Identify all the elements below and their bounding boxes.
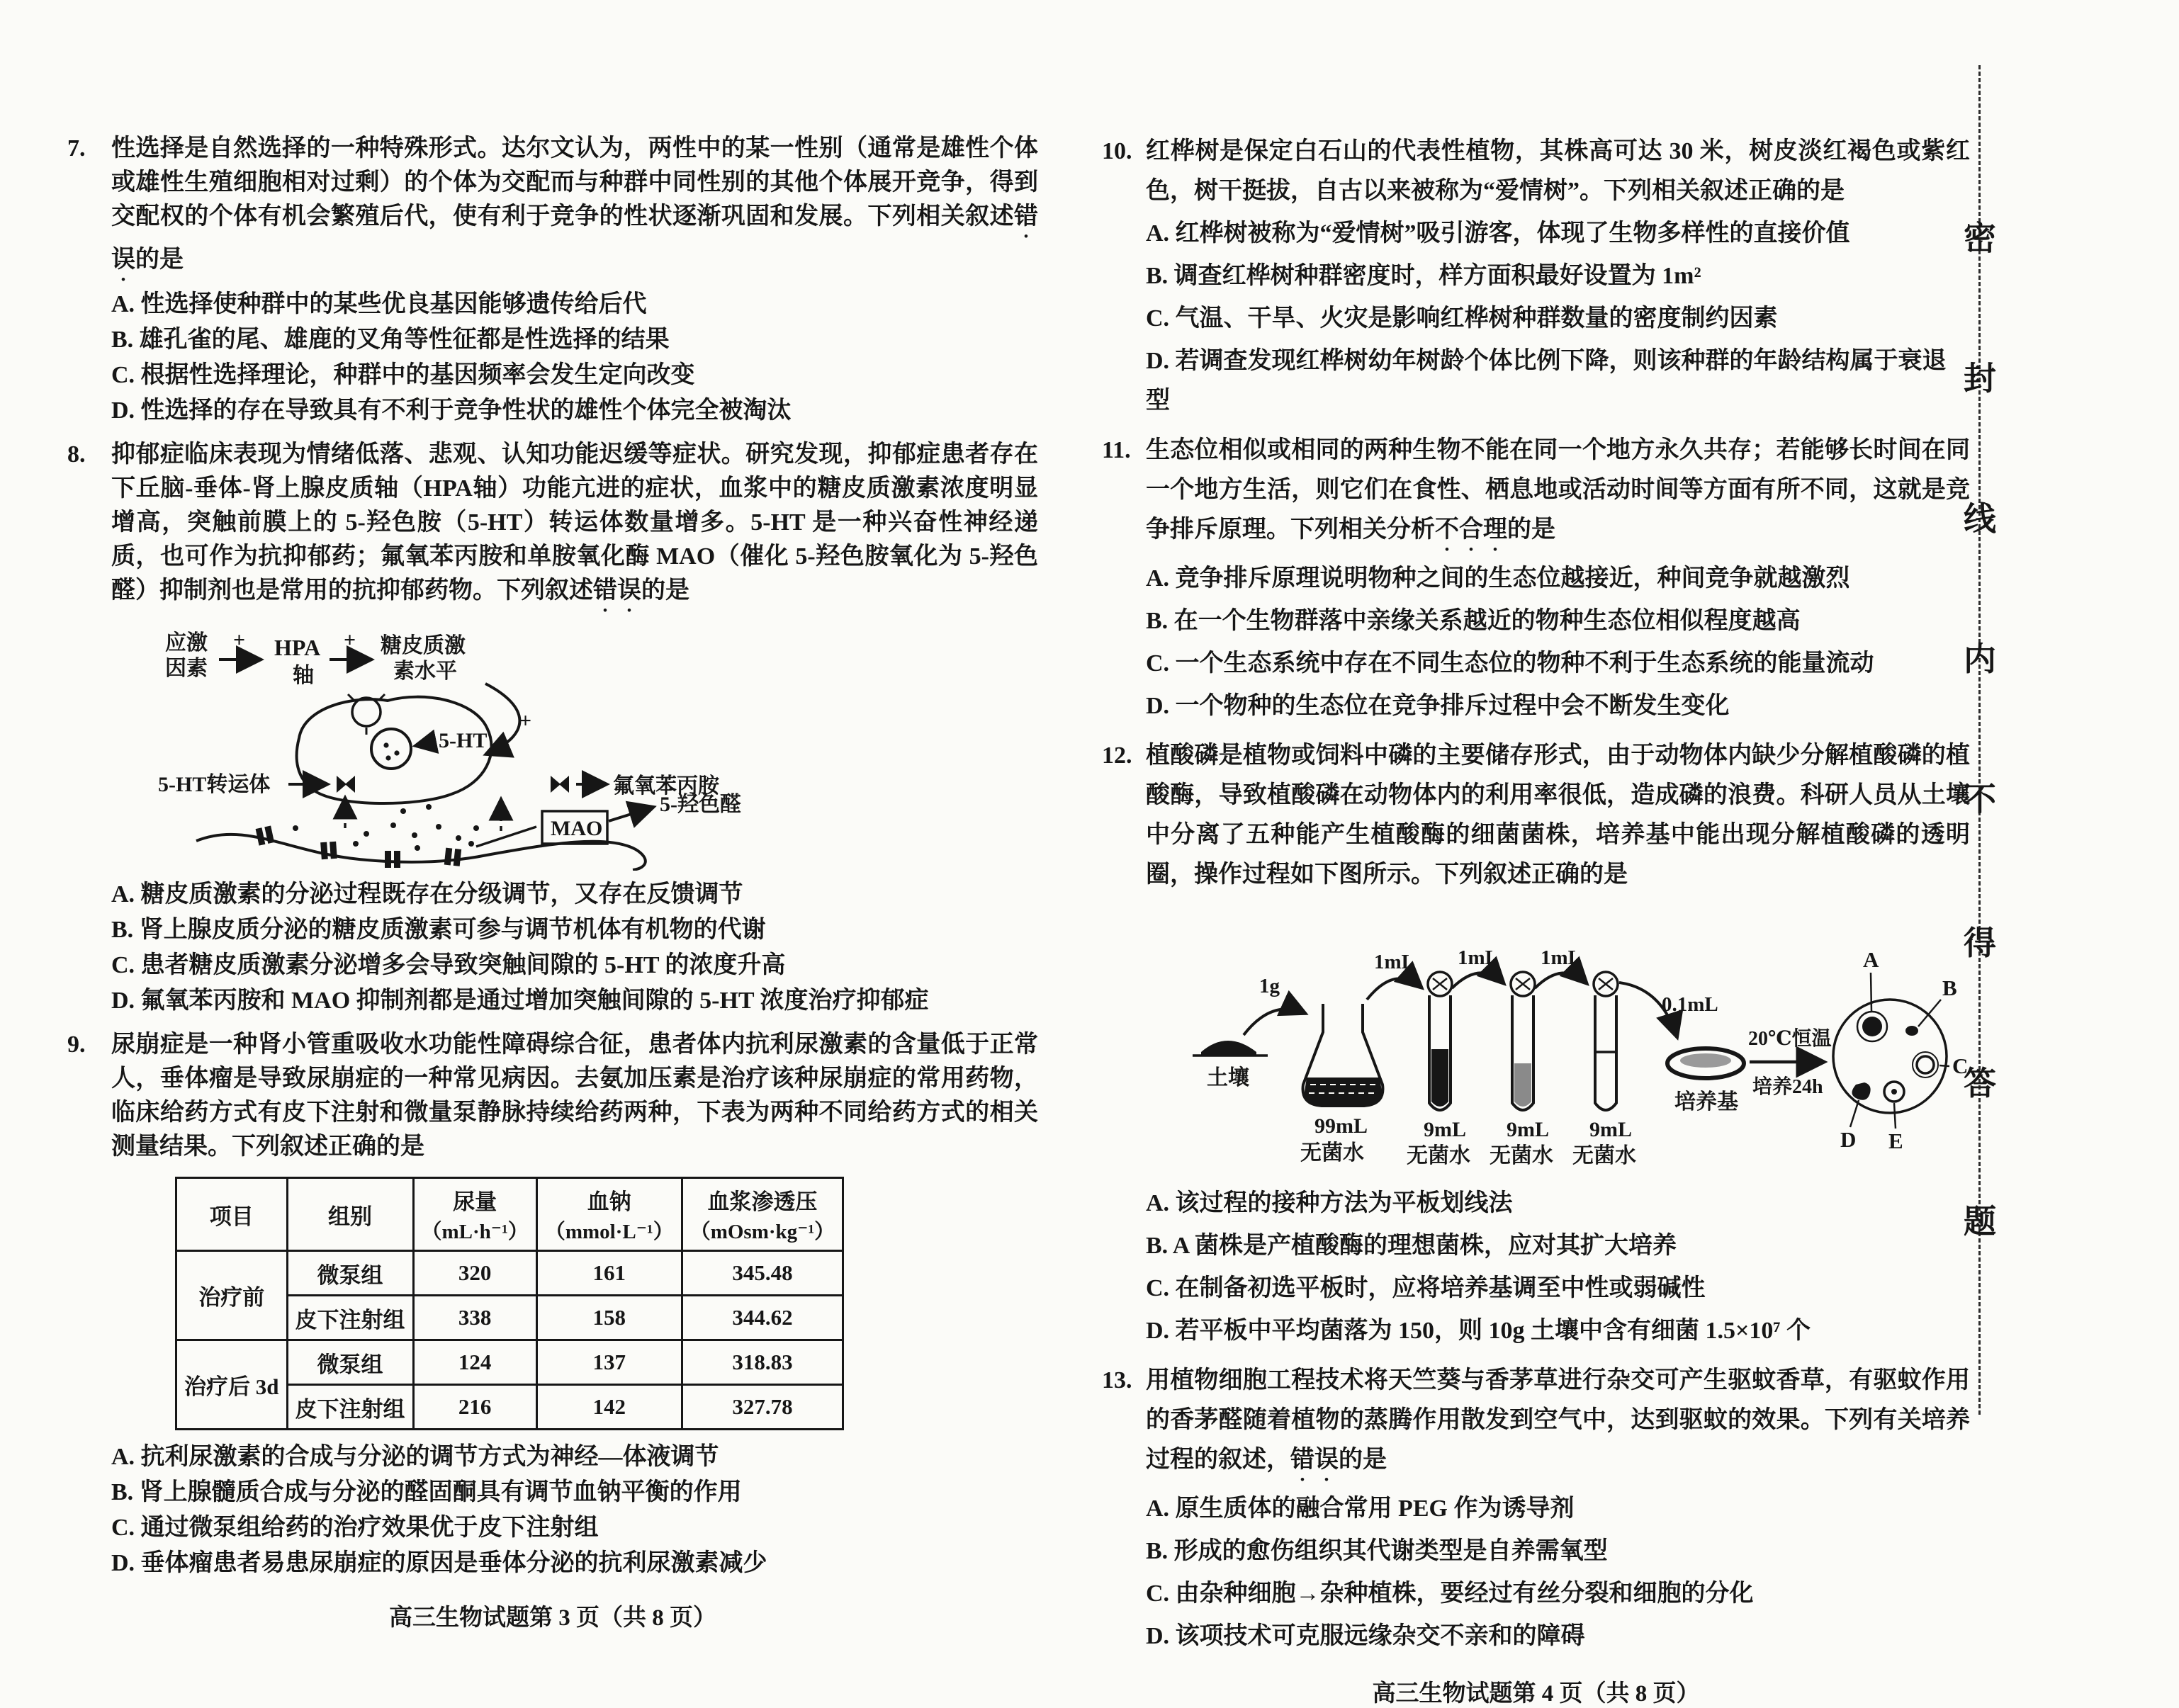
question-8-option-b: B. 肾上腺皮质分泌的糖皮质激素可参与调节机体有机物的代谢 [111,917,766,943]
label-glucocorticoid: 糖皮质激 [381,634,466,657]
cleft-dots [364,804,479,841]
question-11 [1102,431,1970,726]
question-13-option-c: C. 由杂种细胞→杂种植株，要经过有丝分裂和细胞的分化 [1146,1580,1754,1607]
question-9-option-c: C. 通过微泵组给药的治疗效果优于皮下注射组 [111,1515,599,1541]
question-10-option-d: D. 若调查发现红桦树幼年树龄个体比例下降，则该种群的年龄结构属于衰退型 [1146,348,1947,414]
question-11-option-c: C. 一个生态系统中存在不同生态位的物种不利于生态系统的能量流动 [1146,650,1874,677]
table-row [176,1340,843,1385]
label-soil: 土壤 [1207,1066,1249,1090]
label-sterile-water: 无菌水 [1490,1144,1553,1167]
stem-emphasis: 错误 [1290,1447,1339,1473]
label-5ht: 5-HT [439,729,488,752]
label-stress-factor: 应激 [165,631,208,655]
label-1ml: 1mL [1374,951,1415,973]
page-footer-right: 高三生物试题第 4 页（共 8 页） [1372,1681,1700,1707]
label-9ml: 9mL [1424,1118,1466,1141]
question-9-option-d: D. 垂体瘤患者易患尿崩症的原因是垂体分泌的抗利尿激素减少 [111,1550,767,1576]
colony-plate-icon [1833,947,1968,1153]
question-12-stem [1146,736,1970,895]
label-medium: 培养基 [1674,1090,1738,1114]
dilution-plating-diagram [1188,899,1968,1177]
test-tube-icon [1407,972,1470,1167]
question-11-option-b: B. 在一个生物群落中亲缘关系越近的物种生态位相似程度越高 [1146,608,1801,634]
label-plus: + [519,709,532,733]
vesicle-5ht [371,729,487,769]
stem-text: 的是 [135,247,184,273]
question-8-stem [111,438,1038,617]
page-footer-left: 高三生物试题第 3 页（共 8 页） [389,1605,716,1631]
stem-text: 生态位相似或相同的两种生物不能在同一个地方永久共存；若能够长时间在同一个地方生活，则它们在食性、栖息地或活动时间等方面有所不同，这就是竞争排斥原理。下列相关分析 [1146,437,1970,543]
question-12-option-d: D. 若平板中平均菌落为 150，则 10g 土壤中含有细菌 1.5×10⁷ 个 [1146,1318,1811,1344]
label-sterile-water: 无菌水 [1407,1144,1470,1167]
seal-char: 线 [1964,501,1996,537]
label-1g: 1g [1259,975,1280,997]
question-7-number: 7. [67,135,86,162]
question-10-number: 10. [1102,138,1132,164]
label-hpa-axis: 轴 [293,664,314,687]
label-colony-b: B [1942,975,1957,1000]
question-13 [1102,1361,1970,1656]
stem-text: 的是 [641,577,689,604]
soil-icon [1193,1041,1268,1090]
question-7-stem [111,132,1038,286]
question-9-number: 9. [67,1031,86,1058]
label-sterile-water: 无菌水 [1300,1141,1364,1165]
question-13-number: 13. [1102,1367,1132,1393]
question-8-number: 8. [67,441,86,468]
question-7-option-d: D. 性选择的存在导致具有不利于竞争性状的雄性个体完全被淘汰 [111,397,792,424]
label-5-hydroxy-aldehyde: 5-羟色醛 [660,793,741,816]
question-13-option-a: A. 原生质体的融合常用 PEG 作为诱导剂 [1146,1495,1575,1522]
question-7-option-b: B. 雄孔雀的尾、雄鹿的叉角等性征都是性选择的结果 [111,327,670,353]
cell-period: 治疗后 3d [176,1340,288,1430]
question-10 [1102,132,1970,421]
stem-text: 红桦树是保定白石山的代表性植物，其株高可达 30 米，树皮淡红褐色或紫红色，树干挺拔，自古以来被称为“爱情树”。下列相关叙述正确的是 [1146,138,1970,204]
seal-char: 内 [1964,641,1996,677]
label-culture-time: 培养24h [1752,1076,1823,1098]
question-9-stem [111,1028,1038,1164]
question-11-option-a: A. 竞争排斥原理说明物种之间的生态位越接近，种间竞争就越激烈 [1146,565,1850,592]
cell-group: 微泵组 [287,1340,413,1385]
seal-char: 密 [1964,220,1996,256]
question-8-option-d: D. 氟氧苯丙胺和 MAO 抑制剂都是通过增加突触间隙的 5-HT 浓度治疗抑郁症 [111,988,929,1014]
stem-text: 植酸磷是植物或饲料中磷的主要储存形式，由于动物体内缺少分解植酸磷的植酸酶，导致植酸磷在动物体内的利用率很低，造成磷的浪费。科研人员从土壤中分离了五种能产生植酸酶的细菌菌株，培养基中能出现分解植酸磷的透明圈，操作过程如下图所示。下列叙述正确的是 [1146,742,1970,888]
stem-text: 用植物细胞工程技术将天竺葵与香茅草进行杂交可产生驱蚊香草，有驱蚊作用的香茅醛随着植物的蒸腾作用散发到空气中，达到驱蚊的效果。下列有关培养过程的叙述， [1146,1367,1970,1473]
cell-value: 124 [413,1340,536,1385]
cell-value: 338 [413,1296,536,1340]
stem-text: 抑郁症临床表现为情绪低落、悲观、认知功能迟缓等症状。研究发现，抑郁症患者存在下丘脑-垂体-肾上腺皮质轴（HPA轴）功能亢进的症状，血浆中的糖皮质激素浓度明显增高，突触前膜上的 5-羟色胺（5-HT）转运体数量增多。5-HT 是一种兴奋性神经递质，也可作为抗抑郁药；氟氧苯丙胺和单胺氧化酶 MAO（催化 5-羟色胺氧化为 5-羟色醛）抑制剂也是常用的抗抑郁药物。下列叙述 [111,441,1038,604]
question-9-option-a: A. 抗利尿激素的合成与分泌的调节方式为神经—体液调节 [111,1444,719,1470]
cell-value: 142 [536,1385,682,1430]
seal-char: 题 [1964,1204,1996,1240]
label-fluoxetine: 氟氧苯丙胺 [613,774,719,798]
label-sterile-water: 无菌水 [1572,1144,1636,1167]
label-colony-a: A [1863,947,1879,972]
label-1ml: 1mL [1541,946,1582,969]
label-glucocorticoid: 素水平 [393,660,457,683]
seal-char: 不 [1964,781,1996,818]
question-10-option-a: A. 红桦树被称为“爱情树”吸引游客，体现了生物多样性的直接价值 [1146,220,1850,247]
cell-value: 137 [536,1340,682,1385]
question-12-option-b: B. A 菌株是产植酸酶的理想菌株，应对其扩大培养 [1146,1233,1677,1259]
label-colony-e: E [1888,1129,1903,1153]
question-8-option-c: C. 患者糖皮质激素分泌增多会导致突触间隙的 5-HT 的浓度升高 [111,952,786,978]
test-tube-icon [1490,972,1553,1167]
cell-value: 158 [536,1296,682,1340]
cell-group: 微泵组 [287,1251,413,1296]
question-10-option-c: C. 气温、干旱、火灾是影响红桦树种群数量的密度制约因素 [1146,305,1778,332]
label-plus: + [233,628,246,652]
question-12-option-a: A. 该过程的接种方法为平板划线法 [1146,1190,1513,1216]
question-8 [67,438,1038,1018]
test-tube-icon [1572,972,1636,1167]
label-stress-factor: 因素 [165,657,208,680]
question-11-stem [1146,431,1970,556]
cell-value: 161 [536,1251,682,1296]
label-hpa-axis: HPA [274,635,321,660]
label-5ht-transporter: 5-HT转运体 [158,773,271,796]
header-osmotic: 血浆渗透压 （mOsm·kg⁻¹） [682,1178,843,1251]
transporter-glyph [337,776,355,793]
header-group: 组别 [287,1178,413,1251]
stem-text: 性选择是自然选择的一种特殊形式。达尔文认为，两性中的某一性别（通常是雄性个体或雄性生殖细胞相对过剩）的个体为交配而与种群中同性别的其他个体展开竞争，得到交配权的个体有机会繁殖后代，使有利于竞争的性状逐渐巩固和发展。下列相关叙述 [111,135,1038,230]
question-13-option-b: B. 形成的愈伤组织其代谢类型是自养需氧型 [1146,1538,1608,1564]
cell-value: 327.78 [682,1385,843,1430]
stem-emphasis: 错误 [111,203,1038,273]
cell-group: 皮下注射组 [287,1296,413,1340]
flask-icon [1300,1004,1383,1165]
table-header-row [176,1178,843,1251]
question-11-number: 11. [1102,437,1131,463]
question-11-option-d: D. 一个物种的生态位在竞争排斥过程中会不断发生变化 [1146,693,1730,719]
label-colony-c: C [1952,1053,1968,1078]
seal-char: 得 [1964,925,1996,961]
label-colony-d: D [1840,1127,1857,1152]
question-10-stem [1146,132,1970,211]
seal-char: 封 [1964,361,1996,397]
label-9ml: 9mL [1589,1118,1632,1141]
mao-box [542,811,607,844]
table-row [176,1251,843,1296]
cell-period: 治疗前 [176,1251,288,1340]
blocked-transporter-glyph [551,776,569,793]
label-99ml: 99mL [1314,1114,1368,1138]
synapse-hpa-diagram [154,621,777,871]
exam-page-4 [1102,132,1970,1708]
question-13-stem [1146,1361,1970,1486]
stem-text: 的是 [1507,516,1555,543]
stem-text: 的是 [1339,1447,1387,1473]
question-7-option-c: C. 根据性选择理论，种群中的基因频率会发生定向改变 [111,362,695,388]
question-8-option-a: A. 糖皮质激素的分泌过程既存在分级调节，又存在反馈调节 [111,881,743,907]
question-12 [1102,736,1970,1351]
question-7-option-a: A. 性选择使种群中的某些优良基因能够遗传给后代 [111,291,647,317]
label-9ml: 9mL [1507,1118,1549,1141]
stem-emphasis: 不合理 [1435,516,1507,543]
question-7 [67,132,1038,428]
cell-value: 344.62 [682,1296,843,1340]
question-12-option-c: C. 在制备初选平板时，应将培养基调至中性或弱碱性 [1146,1275,1706,1301]
label-01ml: 0.1mL [1662,993,1718,1016]
question-12-number: 12. [1102,742,1132,769]
header-item: 项目 [176,1178,288,1251]
cell-value: 318.83 [682,1340,843,1385]
question-10-option-b: B. 调查红桦树种群密度时，样方面积最好设置为 1m² [1146,263,1701,289]
stem-text: 尿崩症是一种肾小管重吸收水功能性障碍综合征，患者体内抗利尿激素的含量低于正常人，垂体瘤是导致尿崩症的一种常见病因。去氨加压素是治疗该种尿崩症的常用药物，临床给药方式有皮下注射和微量泵静脉持续给药两种，下表为两种不同给药方式的相关测量结果。下列叙述正确的是 [111,1031,1038,1160]
label-mao: MAO [551,817,603,840]
label-temperature: 20℃恒温 [1748,1028,1832,1050]
petri-dish-icon [1667,1048,1744,1114]
cell-value: 216 [413,1385,536,1430]
question-9 [67,1028,1038,1580]
question-9-option-b: B. 肾上腺髓质合成与分泌的醛固酮具有调节血钠平衡的作用 [111,1479,742,1505]
stem-emphasis: 错误 [593,577,641,604]
seal-char: 答 [1964,1065,1996,1102]
label-1ml: 1mL [1458,946,1499,969]
header-urine: 尿量 （mL·h⁻¹） [413,1178,536,1251]
header-sodium: 血钠 （mmol·L⁻¹） [536,1178,682,1251]
exam-page-3 [67,132,1038,1632]
measurement-table [175,1177,844,1430]
cell-value: 345.48 [682,1251,843,1296]
cell-value: 320 [413,1251,536,1296]
cell-group: 皮下注射组 [287,1385,413,1430]
label-plus: + [344,628,356,652]
question-13-option-d: D. 该项技术可克服远缘杂交不亲和的障碍 [1146,1623,1585,1649]
